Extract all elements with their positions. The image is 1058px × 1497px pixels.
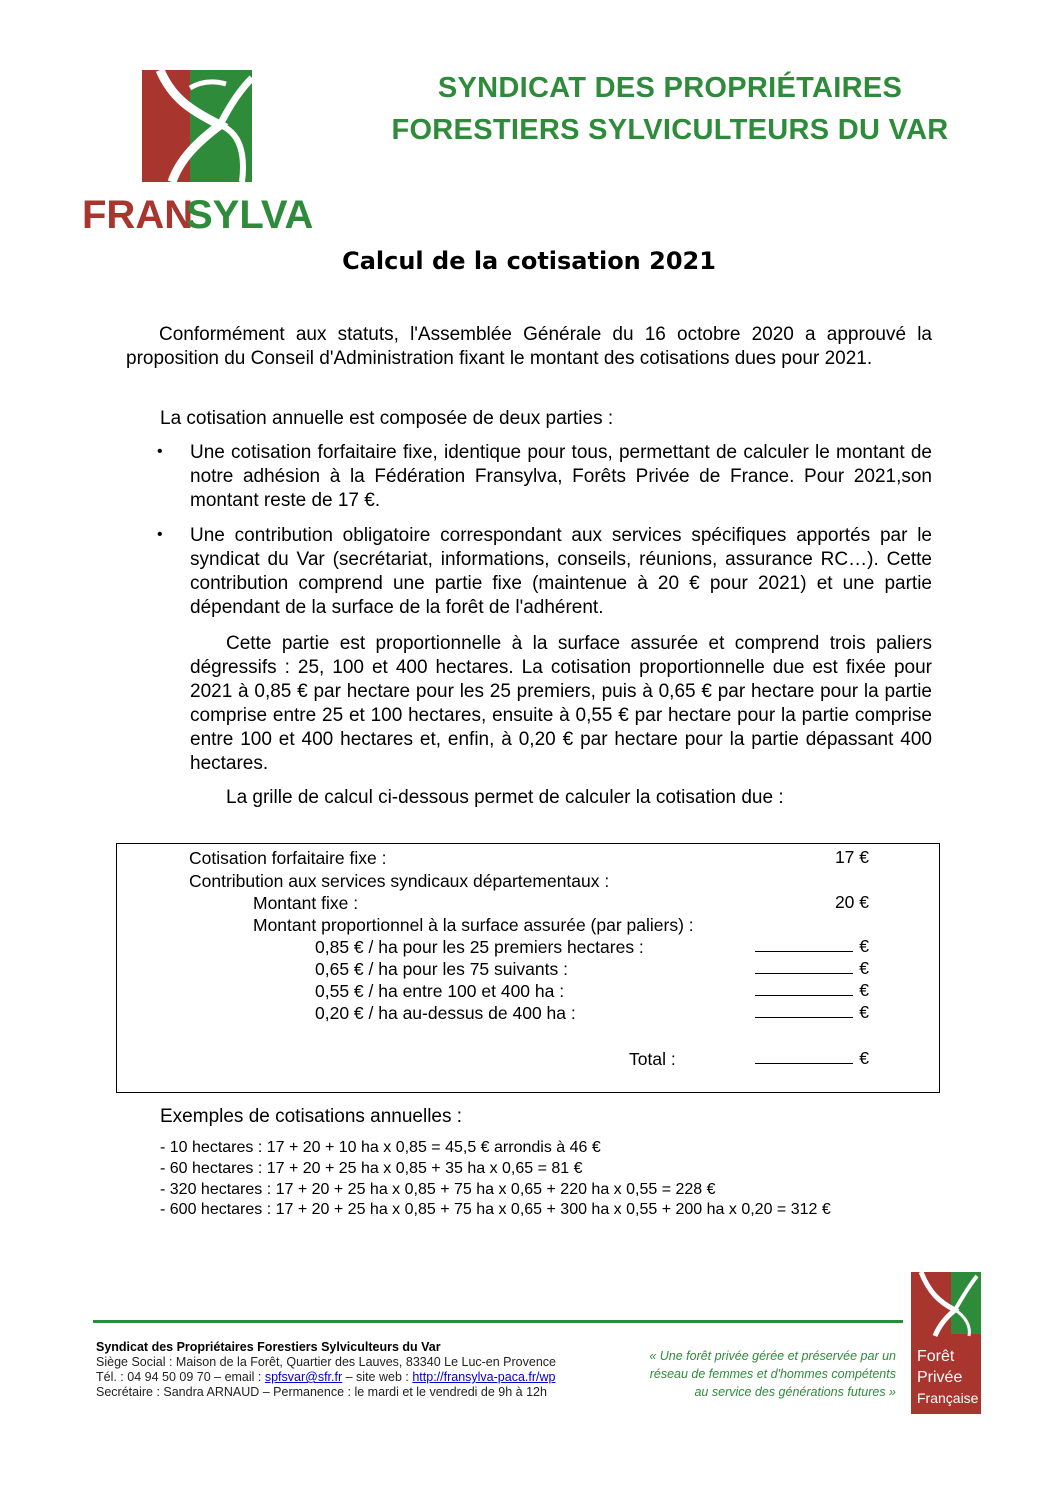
bullet-forfait: Une cotisation forfaitaire fixe, identique pour tous, permettant de calculer le montant de notre adhésion à la Fédération Fransylva, Forêts Privée de France. Pour 2021,son montant reste de 17 €.: [190, 442, 932, 511]
total-currency: €: [859, 1048, 869, 1068]
calculation-grid: [116, 843, 940, 1093]
quote-line-2: réseau de femmes et d'hommes compétents: [649, 1367, 896, 1381]
tier-1-label: 0,85 € / ha pour les 25 premiers hectares :: [315, 937, 644, 957]
tier-2-currency: €: [859, 958, 869, 978]
total-label: Total :: [629, 1049, 676, 1069]
quote-line-1: « Une forêt privée gérée et préservée par un: [649, 1349, 896, 1363]
footer-secretary: Secrétaire : Sandra ARNAUD – Permanence : le mardi et le vendredi de 9h à 12h: [96, 1385, 547, 1399]
footer-web-prefix: – site web :: [342, 1370, 413, 1384]
tier-3-label: 0,55 € / ha entre 100 et 400 ha :: [315, 981, 565, 1001]
example-line: - 600 hectares : 17 + 20 + 25 ha x 0,85 + 75 ha x 0,65 + 300 ha x 0,55 + 200 ha x 0,20 = 312 €: [160, 1201, 831, 1218]
proportional-label: Montant proportionnel à la surface assurée (par paliers) :: [253, 915, 694, 935]
footer-tel: Tél. : 04 94 50 09 70 – email :: [96, 1370, 265, 1384]
proportional-paragraph: Cette partie est proportionnelle à la surface assurée et comprend trois paliers dégressifs : 25, 100 et 400 hectares. La cotisation proportionnelle due est fixée pour 2021 à 0,85 € par hectare pour les 25 premiers, puis à 0,65 € par hectare pour la partie comprise entre 25 et 100 hectares, ensuite à 0,55 € par hectare pour la partie comprise entre 100 et 400 hectares et, enfin, à 0,20 € par hectare pour la partie dépassant 400 hectares.: [190, 633, 932, 774]
montant-fixe-value: 20 €: [834, 892, 869, 912]
example-line: - 60 hectares : 17 + 20 + 25 ha x 0,85 + 35 ha x 0,65 = 81 €: [160, 1160, 583, 1177]
intro-paragraph: Conformément aux statuts, l'Assemblée Générale du 16 octobre 2020 a approuvé la proposition du Conseil d'Administration fixant le montant des cotisations dues pour 2021.: [126, 324, 932, 369]
footer-org-name: Syndicat des Propriétaires Forestiers Sylviculteurs du Var: [96, 1340, 441, 1354]
contribution-label: Contribution aux services syndicaux départementaux :: [189, 871, 610, 891]
bullet-contribution: Une contribution obligatoire correspondant aux services spécifiques apportés par le syndicat du Var (secrétariat, informations, conseils, réunions, assurance RC…). Cette contribution comprend une partie fixe (maintenue à 20 € pour 2021) et une partie dépendant de la surface de la forêt de l'adhérent.: [190, 525, 932, 618]
footer-quote: [600, 1347, 896, 1401]
badge-line-1: Forêt: [917, 1348, 955, 1365]
tier-4-field[interactable]: [739, 1002, 869, 1023]
fransylva-logo: [80, 70, 315, 238]
forfait-value: 17 €: [834, 847, 869, 867]
org-name-line-2: FORESTIERS SYLVICULTEURS DU VAR: [391, 114, 949, 146]
bullet-icon: •: [157, 443, 163, 460]
tier-3-currency: €: [859, 980, 869, 1000]
page-title: Calcul de la cotisation 2021: [342, 247, 716, 275]
logo-text-fran: FRAN: [82, 193, 194, 237]
badge-line-3: Française: [917, 1390, 979, 1406]
quote-line-3: au service des générations futures »: [694, 1385, 896, 1399]
badge-line-2: Privée: [917, 1369, 963, 1386]
foret-privee-francaise-logo: [911, 1272, 981, 1414]
montant-fixe-label: Montant fixe :: [253, 893, 359, 913]
tier-1-currency: €: [859, 936, 869, 956]
examples-title: Exemples de cotisations annuelles :: [160, 1106, 463, 1127]
bullet-icon: •: [157, 526, 163, 543]
example-line: - 10 hectares : 17 + 20 + 10 ha x 0,85 = 45,5 € arrondis à 46 €: [160, 1139, 601, 1156]
footer-divider: [93, 1320, 903, 1323]
website-link[interactable]: http://fransylva-paca.fr/wp: [412, 1370, 556, 1384]
tier-4-currency: €: [859, 1002, 869, 1022]
footer-address: Siège Social : Maison de la Forêt, Quartier des Lauves, 83340 Le Luc-en Provence: [96, 1355, 556, 1369]
lead-paragraph: La cotisation annuelle est composée de deux parties :: [160, 408, 614, 429]
example-line: - 320 hectares : 17 + 20 + 25 ha x 0,85 + 75 ha x 0,65 + 220 ha x 0,55 = 228 €: [160, 1181, 716, 1198]
email-link[interactable]: spfsvar@sfr.fr: [264, 1370, 343, 1384]
tier-2-label: 0,65 € / ha pour les 75 suivants :: [315, 959, 568, 979]
footer-contact: [96, 1370, 555, 1384]
tier-3-field[interactable]: [739, 980, 869, 1001]
tier-1-field[interactable]: [739, 936, 869, 957]
logo-text-sylva: SYLVA: [186, 193, 314, 237]
tier-2-field[interactable]: [739, 958, 869, 979]
tier-4-label: 0,20 € / ha au-dessus de 400 ha :: [315, 1003, 576, 1023]
grid-intro-paragraph: La grille de calcul ci-dessous permet de calculer la cotisation due :: [226, 787, 784, 808]
total-field[interactable]: [739, 1048, 869, 1069]
org-name-line-1: SYNDICAT DES PROPRIÉTAIRES: [437, 72, 903, 104]
forfait-label: Cotisation forfaitaire fixe :: [189, 848, 387, 868]
